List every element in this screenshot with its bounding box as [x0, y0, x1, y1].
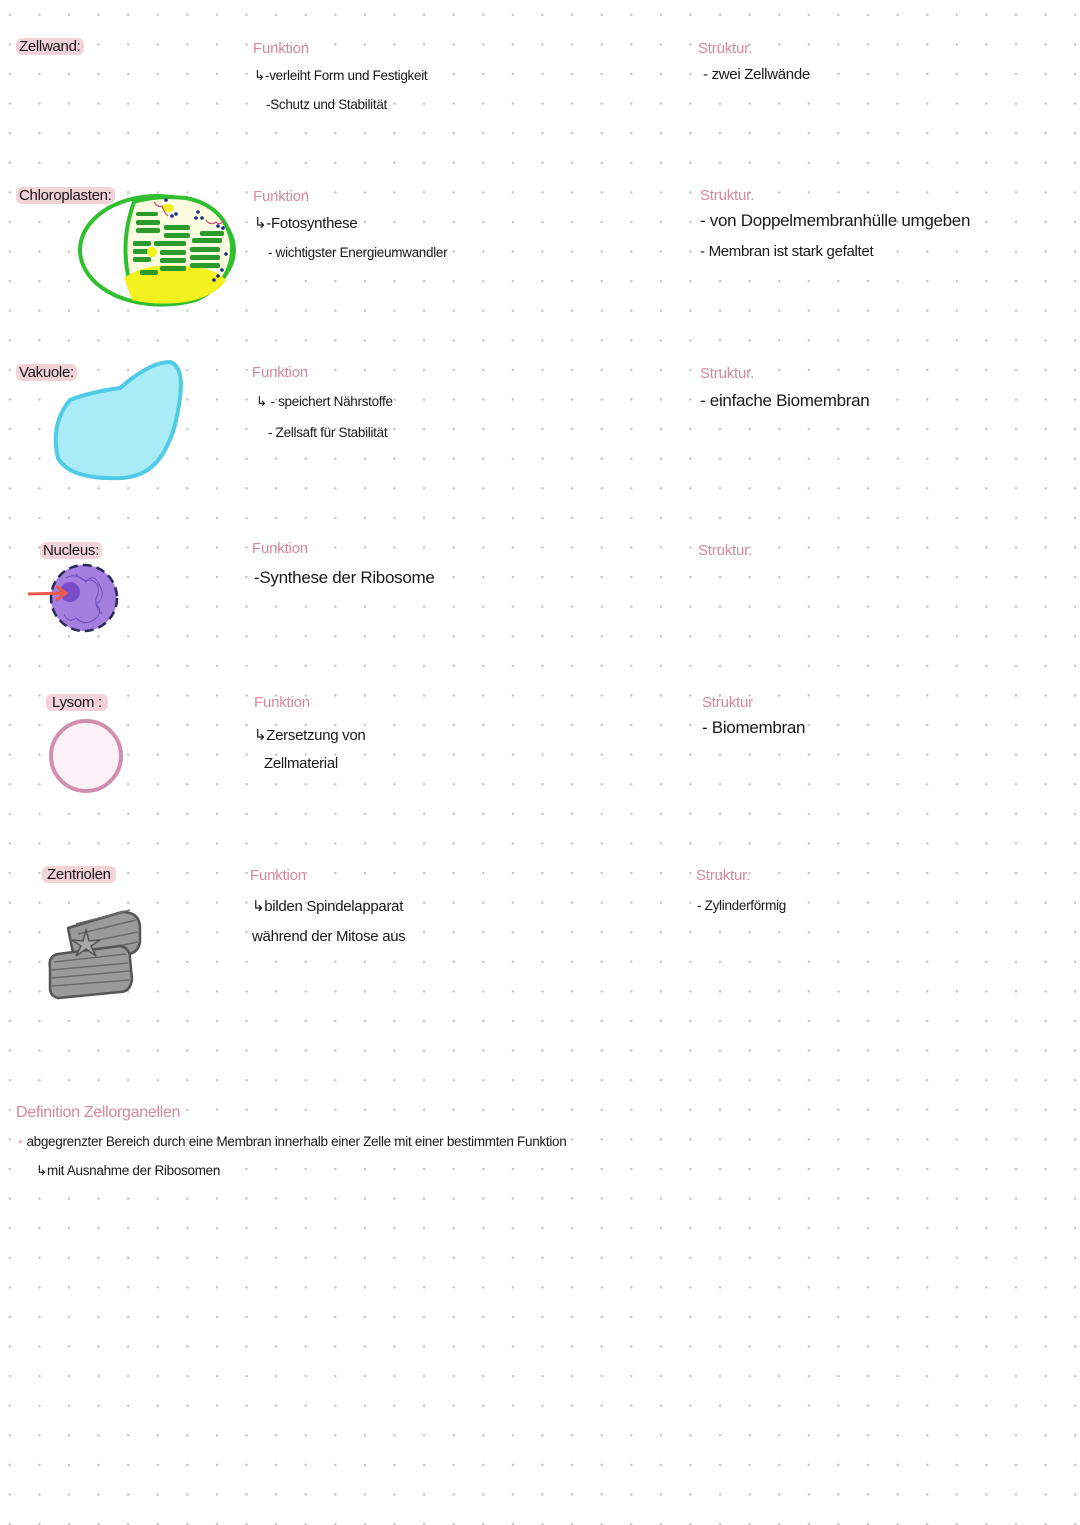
struktur-line: - einfache Biomembran [700, 391, 870, 410]
definition-text: abgegrenzter Bereich durch eine Membran innerhalb einer Zelle mit einer bestimmten Funktion [26, 1134, 567, 1149]
funktion-heading: Funktion [250, 867, 306, 884]
struktur-line: - von Doppelmembranhülle umgeben [700, 211, 971, 230]
organelle-label-vakuole: Vakuole: [16, 364, 77, 381]
struktur-line: - Membran ist stark gefaltet [700, 243, 874, 260]
funktion-line: ↳-Fotosynthese [254, 215, 358, 232]
funktion-heading: Funktion [253, 188, 309, 205]
funktion-heading: Funktion [252, 364, 308, 381]
funktion-heading: Funktion [252, 540, 308, 557]
centriole-icon [46, 908, 146, 1000]
bullet-icon: • [18, 1134, 23, 1149]
funktion-line: - Zellsaft für Stabilität [268, 425, 388, 440]
definition-sub: ↳mit Ausnahme der Ribosomen [36, 1163, 221, 1178]
organelle-label-chloroplasten: Chloroplasten: [16, 187, 115, 204]
funktion-line: während der Mitose aus [252, 928, 406, 945]
organelle-label-lysom: Lysom : [46, 694, 108, 711]
organelle-label-zentriolen: Zentriolen [42, 866, 116, 883]
struktur-line: - zwei Zellwände [703, 66, 810, 83]
struktur-heading: Struktur. [696, 867, 751, 884]
struktur-heading: Struktur. [700, 365, 755, 382]
organelle-label-zellwand: Zellwand: [16, 38, 84, 55]
struktur-heading: Struktur. [698, 40, 753, 57]
struktur-heading: Struktur. [698, 542, 753, 559]
funktion-line: Zellmaterial [264, 755, 338, 772]
funktion-line: ↳Zersetzung von [254, 727, 366, 744]
funktion-heading: Funktion [253, 40, 309, 57]
funktion-line: ↳ - speichert Nährstoffe [256, 394, 393, 409]
struktur-line: - Biomembran [702, 718, 806, 737]
funktion-line: -Schutz und Stabilität [266, 97, 387, 112]
struktur-line: - Zylinderförmig [697, 898, 786, 913]
funktion-line: ↳bilden Spindelapparat [252, 898, 404, 915]
chloroplast-icon [76, 192, 238, 308]
funktion-line: - wichtigster Energieumwandler [268, 245, 448, 260]
funktion-line: ↳-verleiht Form und Festigkeit [254, 68, 428, 83]
struktur-heading: Struktur. [700, 187, 755, 204]
definition-heading: Definition Zellorganellen [16, 1104, 181, 1121]
struktur-heading: Struktur [702, 694, 753, 711]
organelle-label-nucleus: Nucleus: [40, 542, 102, 559]
funktion-line: -Synthese der Ribosome [254, 568, 435, 587]
funktion-heading: Funktion [254, 694, 310, 711]
vacuole-icon [50, 358, 186, 484]
nucleus-icon [26, 562, 122, 636]
lysosome-icon [46, 718, 126, 798]
definition-bullet [18, 1134, 566, 1149]
